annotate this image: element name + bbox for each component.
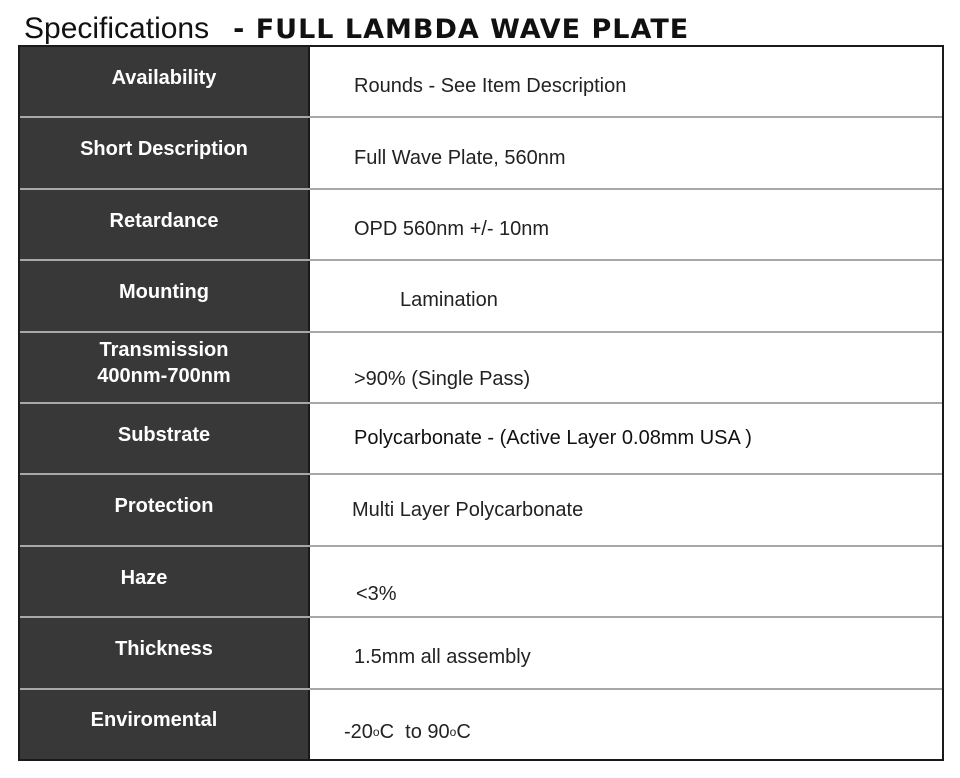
temp-min: -20 [344,720,373,743]
spec-value: Rounds - See Item Description [354,75,627,98]
temp-unit: C [456,720,471,743]
spec-value: OPD 560nm +/- 10nm [354,218,550,241]
spec-label: Enviromental [20,690,310,759]
spec-value: 1.5mm all assembly [354,646,531,669]
spec-value: Lamination [400,289,498,312]
spec-label: Availability [20,47,310,116]
spec-row-availability [20,47,942,118]
spec-label: Transmission 400nm-700nm [20,333,310,402]
spec-label: Haze [20,547,310,616]
spec-value: Multi Layer Polycarbonate [352,498,584,521]
temp-range-text: C to 90 [379,720,450,743]
header [24,4,689,44]
spec-row-thickness [20,618,942,689]
specifications-table [18,45,944,761]
spec-row-transmission [20,333,942,404]
spec-row-mounting [20,261,942,332]
spec-row-environmental [20,690,942,759]
spec-label: Substrate [20,404,310,473]
spec-value: <3% [356,583,397,606]
spec-row-short-description [20,118,942,189]
spec-label: Short Description [20,118,310,187]
spec-value: Polycarbonate - (Active Layer 0.08mm USA ) [354,427,752,450]
spec-label: Retardance [20,190,310,259]
spec-value: Full Wave Plate, 560nm [354,146,566,169]
spec-value-environmental: -20 o C to 90 o C [344,720,471,743]
product-title: - FULL LAMBDA WAVE PLATE [233,14,690,45]
spec-label: Mounting [20,261,310,330]
spec-row-retardance [20,190,942,261]
spec-value: >90% (Single Pass) [354,367,531,390]
page-title: Specifications [24,12,210,45]
spec-row-haze [20,547,942,618]
spec-label: Protection [20,475,310,544]
spec-label: Thickness [20,618,310,687]
spec-row-protection [20,475,942,546]
spec-row-substrate [20,404,942,475]
